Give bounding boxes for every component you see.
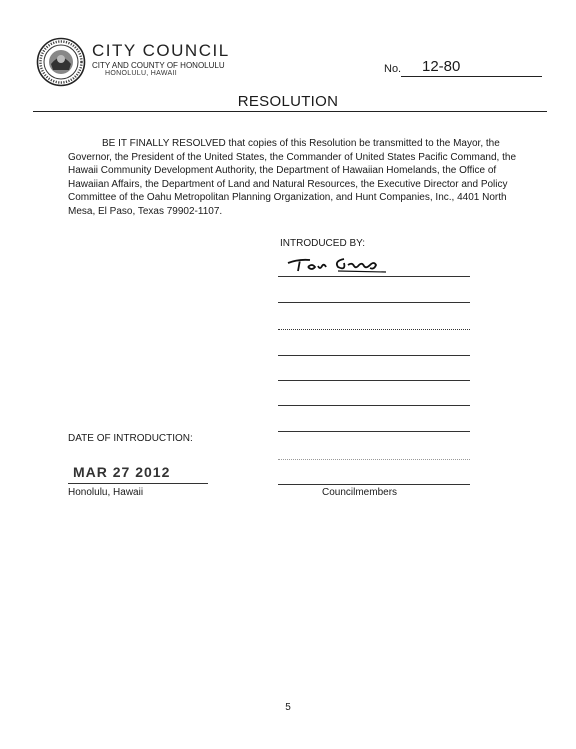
signature-line xyxy=(278,302,470,303)
councilmembers-label: Councilmembers xyxy=(322,487,398,498)
date-stamp: MAR 27 2012 xyxy=(73,464,171,480)
signature-line xyxy=(278,355,470,356)
signature-icon xyxy=(286,251,406,277)
date-underline xyxy=(68,483,208,484)
number-underline xyxy=(401,76,542,77)
resolution-body xyxy=(68,137,520,218)
signature-line xyxy=(278,431,470,432)
header-divider xyxy=(33,111,547,112)
council-subtitle: CITY AND COUNTY OF HONOLULU xyxy=(92,61,225,70)
resolution-number: 12-80 xyxy=(422,58,461,75)
page-number: 5 xyxy=(285,702,291,713)
resolution-number-label: No. xyxy=(384,63,402,75)
signature-line xyxy=(278,329,470,330)
signature-line xyxy=(278,484,470,485)
resolution-heading: RESOLUTION xyxy=(237,93,339,110)
introduced-by-label: INTRODUCED BY: xyxy=(280,238,366,249)
place-label: Honolulu, Hawaii xyxy=(68,487,144,498)
resolution-paragraph: BE IT FINALLY RESOLVED that copies of this Resolution be transmitted to the Mayor, the Governor, the President of the United States, the Commander of United States Pacific Command, the Hawaii Community Development Authority, the Department of Hawaiian Homelands, the Office of Hawaiian Affairs, the Department of Land and Natural Resources, the Executive Director and Policy Committee of the Oahu Metropolitan Planning Organization, and Hunt Companies, Inc., 4401 North Mesa, El Paso, Texas 79902-1107. xyxy=(68,138,517,217)
signature-line xyxy=(278,459,470,460)
signature-line xyxy=(278,380,470,381)
signature-line xyxy=(278,405,470,406)
signature-line xyxy=(278,276,470,277)
date-of-introduction-label: DATE OF INTRODUCTION: xyxy=(68,433,193,444)
council-location: HONOLULU, HAWAII xyxy=(105,70,177,77)
city-seal-icon xyxy=(36,37,86,87)
council-title: CITY COUNCIL xyxy=(92,41,230,60)
